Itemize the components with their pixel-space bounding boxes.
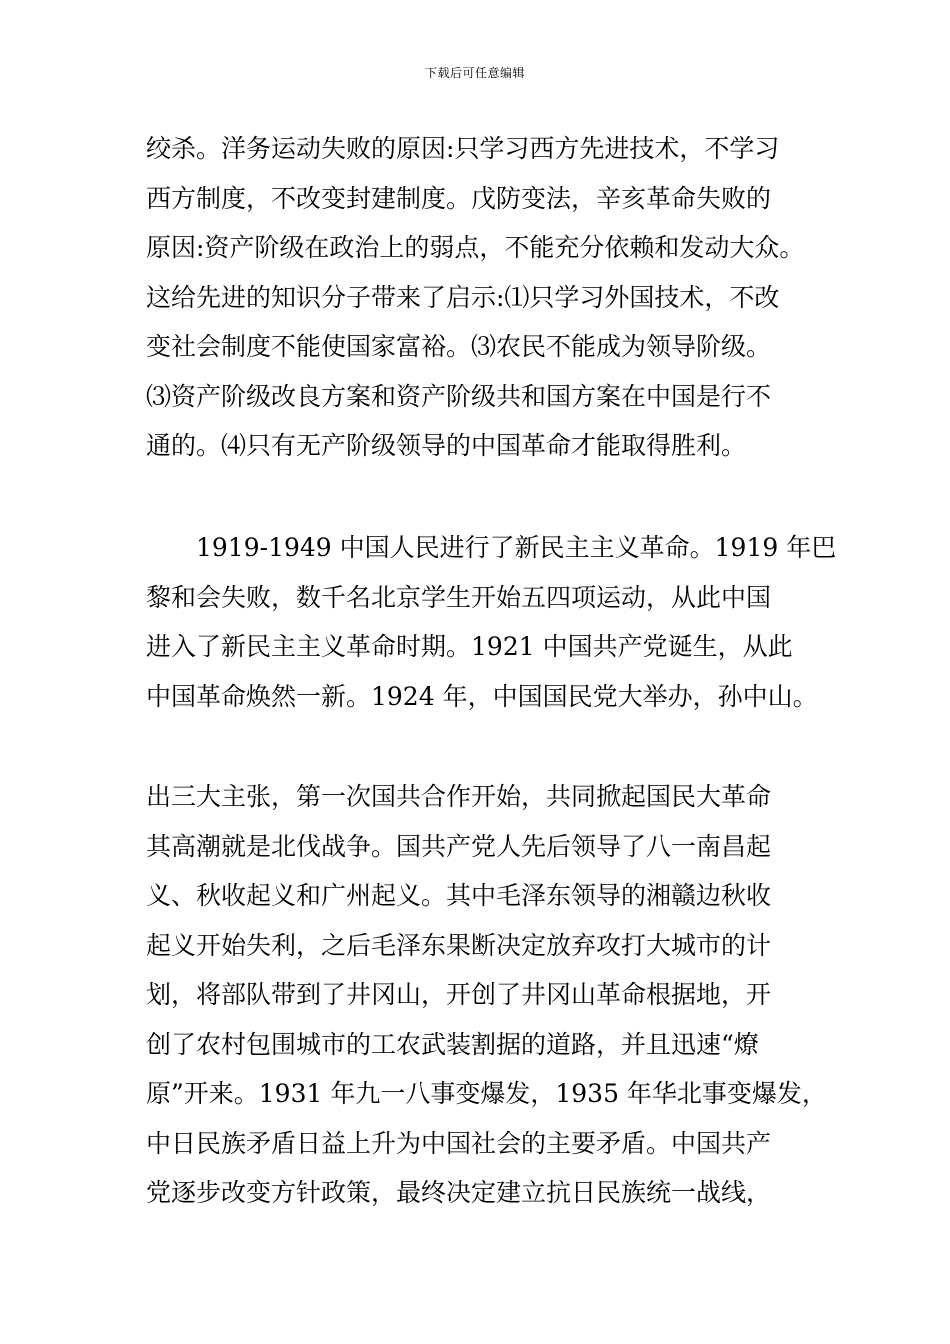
page-header: 下载后可任意编辑 [424,66,525,80]
text-line: 义、秋收起义和广州起义。其中毛泽东领导的湘赣边秋收 [146,881,772,910]
text-line: 绞杀。洋务运动失败的原因:只学习西方先进技术，不学习 [146,134,780,163]
text-line: 党逐步改变方针政策，最终决定建立抗日民族统一战线， [146,1178,772,1207]
text-line: 起义开始失利，之后毛泽东果断决定放弃攻打大城市的计 [146,930,772,960]
text-line: 黎和会失败，数千名北京学生开始五四项运动，从此中国 [146,582,772,612]
text-line: 创了农村包围城市的工农武装割据的道路，并且迅速“燎 [146,1029,759,1059]
text-line: 这给先进的知识分子带来了启示:⑴只学习外国技术，不改 [146,282,780,312]
text-line: 西方制度，不改变封建制度。戊防变法，辛亥革命失败的 [146,183,772,213]
text-line: 通的。⑷只有无产阶级领导的中国革命才能取得胜利。 [146,431,747,460]
text-line: 中日民族矛盾日益上升为中国社会的主要矛盾。中国共产 [146,1128,772,1158]
text-line: 1919-1949 中国人民进行了新民主主义革命。1919 年巴 [196,533,837,562]
text-line: ⑶资产阶级改良方案和资产阶级共和国方案在中国是行不 [146,381,772,411]
text-line: 进入了新民主主义革命时期。1921 中国共产党诞生，从此 [146,632,793,661]
text-line: 出三大主张，第一次国共合作开始，共同掀起国民大革命 [146,782,772,811]
text-line: 其高潮就是北伐战争。国共产党人先后领导了八一南昌起 [146,831,772,861]
paragraph-3 [146,772,826,1218]
paragraph-1 [146,124,826,471]
text-line: 原因:资产阶级在政治上的弱点，不能充分依赖和发动大众。 [146,233,805,262]
text-line: 变社会制度不能使国家富裕。⑶农民不能成为领导阶级。 [146,332,772,361]
paragraph-2 [146,523,837,721]
text-line: 划，将部队带到了井冈山，开创了井冈山革命根据地，开 [146,980,772,1009]
text-line: 原”开来。1931 年九一八事变爆发，1935 年华北事变爆发， [146,1079,827,1108]
text-line: 中国革命焕然一新。1924 年，中国国民党大举办，孙中山。 [146,681,818,711]
